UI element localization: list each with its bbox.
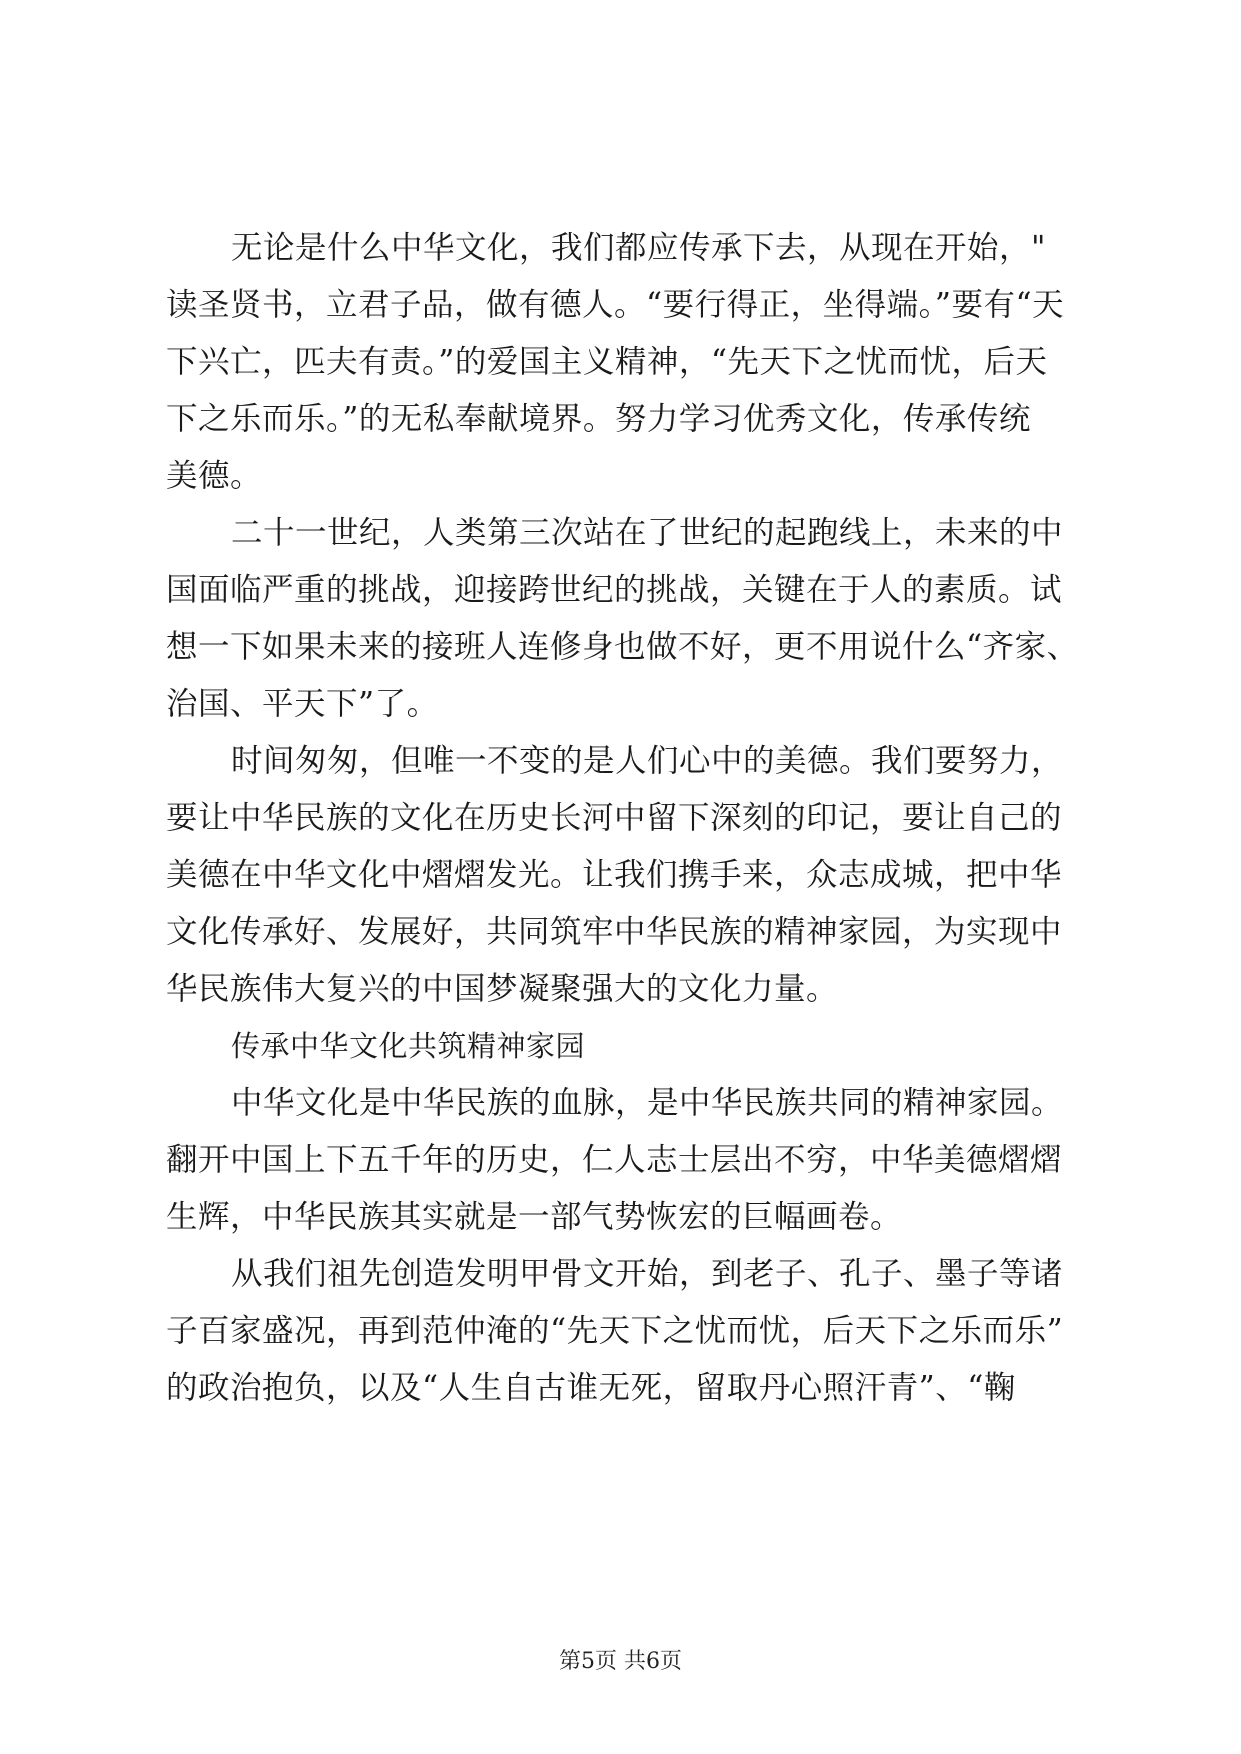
paragraph-1-line-3: 下兴亡，匹夫有责。”的爱国主义精神，“先天下之忧而忧，后天 — [166, 344, 1048, 380]
paragraph-4-line-3: 生辉，中华民族其实就是一部气势恢宏的巨幅画卷。 — [166, 1199, 903, 1235]
paragraph-2-line-2: 国面临严重的挑战，迎接跨世纪的挑战，关键在于人的素质。试 — [166, 572, 1063, 608]
paragraph-3-line-3: 美德在中华文化中熠熠发光。让我们携手来，众志成城，把中华 — [166, 857, 1063, 893]
section-title: 传承中华文化共筑精神家园 — [231, 1029, 586, 1063]
paragraph-5-line-2: 子百家盛况，再到范仲淹的“先天下之忧而忧，后天下之乐而乐” — [166, 1313, 1064, 1349]
paragraph-1-line-4: 下之乐而乐。”的无私奉献境界。努力学习优秀文化，传承传统 — [166, 401, 1031, 437]
paragraph-2-line-3: 想一下如果未来的接班人连修身也做不好，更不用说什么“齐家、 — [166, 629, 1079, 665]
paragraph-1-line-1: 无论是什么中华文化，我们都应传承下去，从现在开始，" — [231, 230, 1046, 266]
paragraph-1-line-2: 读圣贤书，立君子品，做有德人。“要行得正，坐得端。”要有“天 — [166, 287, 1065, 323]
paragraph-3-line-4: 文化传承好、发展好，共同筑牢中华民族的精神家园，为实现中 — [166, 914, 1063, 950]
paragraph-3-line-2: 要让中华民族的文化在历史长河中留下深刻的印记，要让自己的 — [166, 800, 1063, 836]
paragraph-3-line-1: 时间匆匆，但唯一不变的是人们心中的美德。我们要努力， — [231, 743, 1064, 779]
paragraph-3-line-5: 华民族伟大复兴的中国梦凝聚强大的文化力量。 — [166, 971, 839, 1007]
paragraph-5-line-1: 从我们祖先创造发明甲骨文开始，到老子、孔子、墨子等诸 — [231, 1256, 1064, 1292]
paragraph-2-line-1: 二十一世纪，人类第三次站在了世纪的起跑线上，未来的中 — [231, 515, 1064, 551]
paragraph-4-line-2: 翻开中国上下五千年的历史，仁人志士层出不穷，中华美德熠熠 — [166, 1142, 1063, 1178]
paragraph-2-line-4: 治国、平天下”了。 — [166, 686, 439, 722]
paragraph-1-line-5: 美德。 — [166, 458, 263, 494]
paragraph-4-line-1: 中华文化是中华民族的血脉，是中华民族共同的精神家园。 — [231, 1085, 1064, 1121]
page-number-footer: 第5页 共6页 — [559, 1649, 682, 1674]
paragraph-5-line-3: 的政治抱负，以及“人生自古谁无死，留取丹心照汗青”、“鞠 — [166, 1370, 1016, 1406]
